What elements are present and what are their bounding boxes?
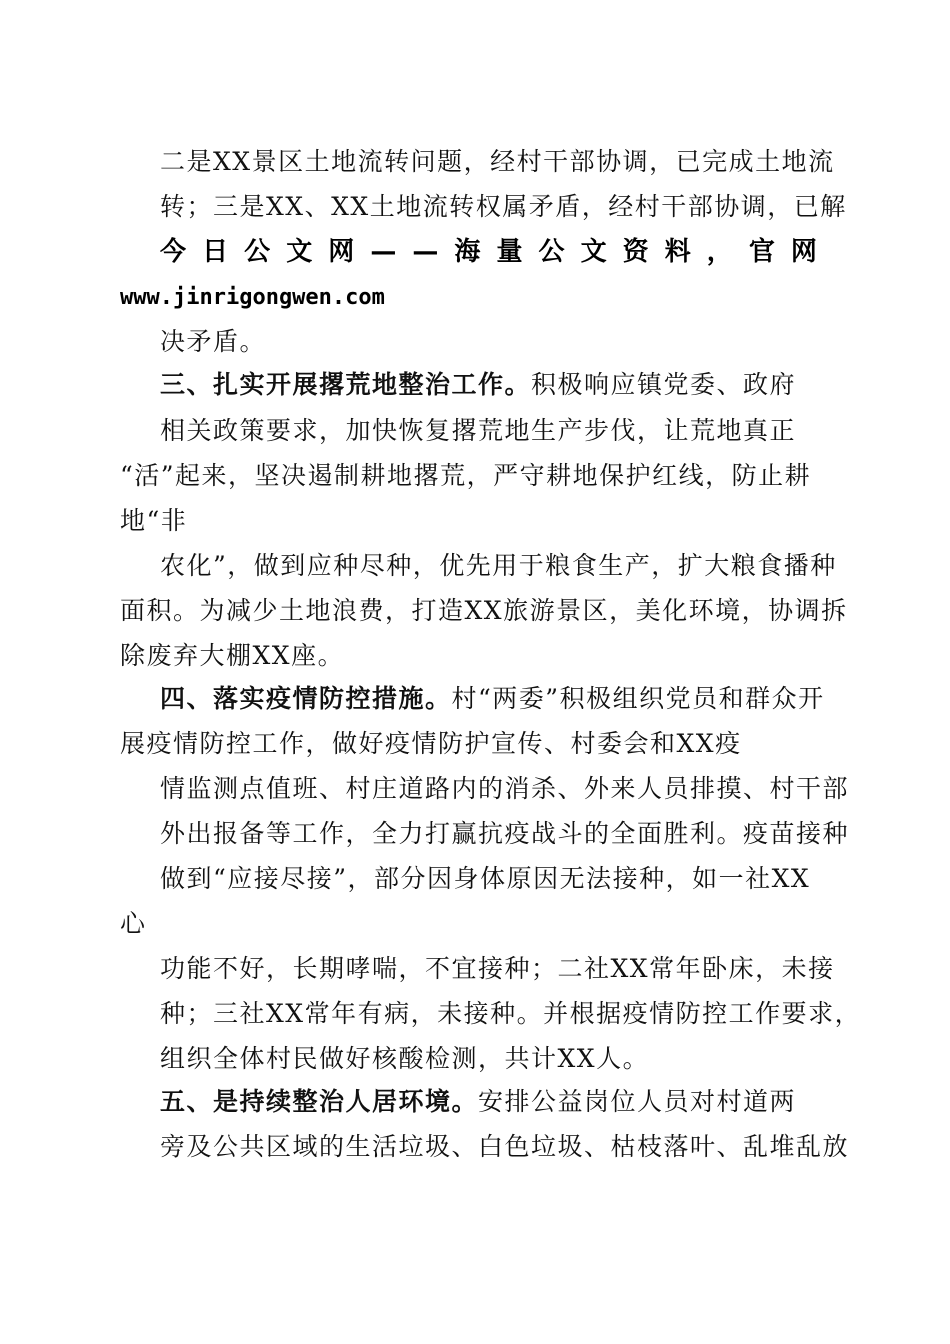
text-line: 除废弃大棚XX座。 [120, 641, 345, 670]
text-line: 转；三是XX、XX土地流转权属矛盾，经村干部协调，已解 [160, 192, 847, 221]
text-span: 安排公益岗位人员对村道两 [478, 1087, 797, 1116]
text-span: 村“两委”积极组织党员和群众开 [451, 684, 825, 713]
watermark-url: www.jinrigongwen.com [120, 285, 385, 310]
banner-char: 公 [244, 237, 277, 267]
section-4-paragraph [160, 683, 825, 715]
text-line: 做到“应接尽接”，部分因身体原因无法接种，如一社XX [160, 864, 811, 893]
text-line: 心 [120, 909, 147, 938]
section-3-paragraph [160, 369, 796, 401]
banner-char: 资 [622, 237, 655, 267]
banner-char: 官 [748, 237, 781, 267]
banner-char: 网 [790, 237, 823, 267]
text-line: “活”起来，坚决遏制耕地撂荒，严守耕地保护红线，防止耕 [120, 461, 812, 490]
text-line: 外出报备等工作，全力打赢抗疫战斗的全面胜利。疫苗接种 [160, 819, 850, 848]
section-5-heading: 五、是持续整治人居环境。 [160, 1087, 479, 1116]
banner-char: ， [706, 237, 739, 267]
text-line: 组织全体村民做好核酸检测，共计XX人。 [160, 1044, 650, 1073]
banner-char: — [412, 237, 445, 267]
text-line: 功能不好，长期哮喘，不宜接种；二社XX常年卧床，未接 [160, 954, 835, 983]
banner-char: 料 [664, 237, 697, 267]
banner-char: 量 [496, 237, 529, 267]
banner-char: 日 [202, 237, 235, 267]
text-line: 相关政策要求，加快恢复撂荒地生产步伐，让荒地真正 [160, 416, 797, 445]
section-5-paragraph [160, 1086, 796, 1118]
watermark-banner [160, 235, 823, 269]
text-line: 种；三社XX常年有病，未接种。并根据疫情防控工作要求， [160, 999, 862, 1028]
banner-char: 文 [286, 237, 319, 267]
banner-char: — [370, 237, 403, 267]
text-line: 决矛盾。 [160, 327, 267, 356]
text-line: 农化”，做到应种尽种，优先用于粮食生产，扩大粮食播种 [160, 551, 837, 580]
text-span: 积极响应镇党委、政府 [531, 370, 797, 399]
text-line: 情监测点值班、村庄道路内的消杀、外来人员排摸、村干部 [160, 774, 850, 803]
text-line: 面积。为减少土地浪费，打造XX旅游景区，美化环境，协调拆 [120, 596, 848, 625]
text-line: 二是XX景区土地流转问题，经村干部协调，已完成土地流 [160, 147, 835, 176]
banner-char: 网 [328, 237, 361, 267]
section-3-heading: 三、扎实开展撂荒地整治工作。 [160, 370, 532, 399]
text-line: 展疫情防控工作，做好疫情防护宣传、村委会和XX疫 [120, 729, 742, 758]
text-line: 旁及公共区域的生活垃圾、白色垃圾、枯枝落叶、乱堆乱放 [160, 1132, 850, 1161]
banner-char: 文 [580, 237, 613, 267]
section-4-heading: 四、落实疫情防控措施。 [160, 684, 452, 713]
banner-char: 公 [538, 237, 571, 267]
text-line: 地“非 [120, 506, 188, 535]
banner-char: 海 [454, 237, 487, 267]
banner-char: 今 [160, 237, 193, 267]
